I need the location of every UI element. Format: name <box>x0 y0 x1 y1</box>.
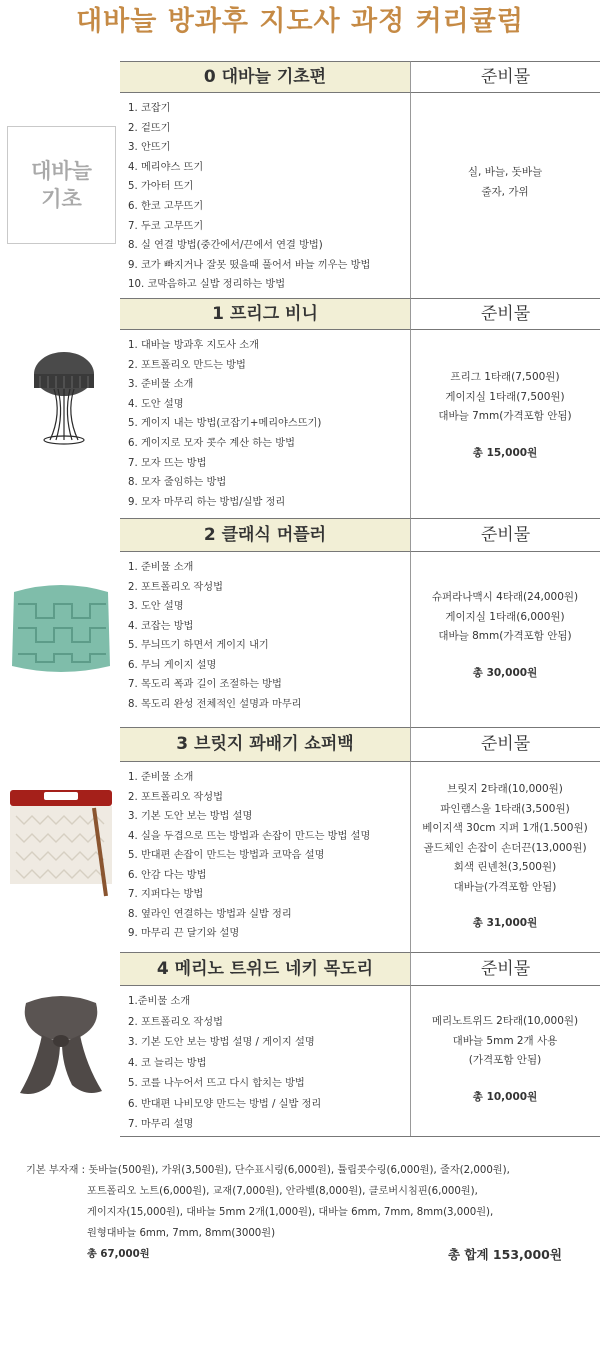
curriculum-item: 8. 옆라인 연결하는 방법과 실밥 정리 <box>128 908 292 920</box>
section-2-supplies <box>410 588 600 680</box>
page-title: 대바늘 방과후 지도사 과정 커리큘럼 <box>76 6 524 37</box>
supply-item: 회색 린넨천(3,500원) <box>453 861 557 873</box>
curriculum-item: 4. 실을 두겹으로 뜨는 방법과 손잡이 만드는 방법 설명 <box>128 830 371 842</box>
curriculum-item: 9. 모자 마무리 하는 방법/실밥 정리 <box>128 496 286 508</box>
curriculum-item: 6. 한코 고무뜨기 <box>128 200 204 212</box>
basic-materials-line: 원형대바늘 6mm, 7mm, 8mm(3000원) <box>87 1228 276 1239</box>
supply-item: (가격포함 안됨) <box>468 1054 542 1066</box>
curriculum-item: 9. 코가 빠지거나 잘못 떴을때 풀어서 바늘 끼우는 방법 <box>128 259 371 271</box>
section-1-item-list <box>120 330 410 512</box>
curriculum-item: 9. 마무리 끈 달기와 설명 <box>128 928 240 939</box>
shopper-bag-image <box>6 780 116 902</box>
supply-item: 대바늘 7mm(가격포함 안됨) <box>438 410 572 422</box>
curriculum-item: 2. 포트폴리오 작성법 <box>128 581 223 593</box>
curriculum-item: 1. 코잡기 <box>128 103 171 114</box>
curriculum-item: 4. 코잡는 방법 <box>128 620 194 632</box>
grand-total: 총 합계 153,000원 <box>448 1247 562 1262</box>
section-total: 총 31,000원 <box>472 917 538 929</box>
section-1-header: 1 프리그 비니 <box>120 298 410 330</box>
curriculum-item: 1. 대바늘 방과후 지도사 소개 <box>128 340 259 351</box>
curriculum-item: 2. 포트폴리오 작성법 <box>128 791 223 803</box>
curriculum-item: 3. 안뜨기 <box>128 142 171 154</box>
supply-item: 대바늘(가격포함 안됨) <box>453 880 557 893</box>
beanie-image <box>6 334 116 456</box>
curriculum-item: 8. 모자 줄임하는 방법 <box>128 477 227 489</box>
supply-item: 메리노트위드 2타래(10,000원) <box>431 1015 579 1027</box>
supply-item: 대바늘 5mm 2개 사용 <box>452 1034 558 1047</box>
section-4-supplies <box>410 1012 600 1104</box>
muffler-image <box>6 570 116 690</box>
curriculum-item: 7. 두코 고무뜨기 <box>128 220 204 232</box>
curriculum-item: 2. 겉뜨기 <box>128 122 171 134</box>
curriculum-item: 5. 가아터 뜨기 <box>128 181 194 193</box>
curriculum-item: 7. 마무리 설명 <box>128 1119 194 1130</box>
supply-item: 게이지실 1타래(7,500원) <box>445 390 565 403</box>
section-0-supplies <box>410 163 600 202</box>
section-2-item-list <box>120 552 410 714</box>
section-3-supplies <box>410 780 600 930</box>
curriculum-item: 7. 모자 뜨는 방법 <box>128 457 207 469</box>
curriculum-item: 10. 코막음하고 실밥 정리하는 방법 <box>128 279 286 291</box>
supply-item: 브릿지 2타래(10,000원) <box>447 783 563 795</box>
curriculum-item: 3. 준비물 소개 <box>128 379 194 391</box>
basic-materials-line: 기본 부자재 : 돗바늘(500원), 가위(3,500원), 단수표시링(6,000원), 튤립콧수링(6,000원), 줄자(2,000원), <box>26 1165 510 1176</box>
curriculum-item: 6. 무늬 게이지 설명 <box>128 659 217 671</box>
section-total: 총 10,000원 <box>472 1090 538 1103</box>
section-total: 총 15,000원 <box>472 446 538 459</box>
section-0-item-list <box>120 93 410 295</box>
section-total: 총 30,000원 <box>472 666 538 679</box>
section-4-item-list <box>120 986 410 1136</box>
basic-materials-total: 총 67,000원 <box>87 1249 150 1260</box>
supply-item: 줄자, 가위 <box>481 185 529 198</box>
curriculum-item: 4. 메리야스 뜨기 <box>128 161 204 173</box>
curriculum-item: 3. 기본 도안 보는 방법 설명 / 게이지 설명 <box>128 1037 315 1048</box>
supply-item: 실, 바늘, 돗바늘 <box>467 166 543 178</box>
curriculum-item: 3. 도안 설명 <box>128 601 184 612</box>
table-bottom-rule <box>120 1136 600 1137</box>
curriculum-item: 8. 목도리 완성 전체적인 설명과 마무리 <box>128 698 302 710</box>
basic-materials-line: 포트폴리오 노트(6,000원), 교재(7,000원), 안라벨(8,000원), 클로버시침핀(6,000원), <box>87 1186 478 1197</box>
section-0-header: 0 대바늘 기초편 <box>120 61 410 93</box>
curriculum-item: 6. 반대편 나비모양 만드는 방법 / 실밥 정리 <box>128 1098 322 1110</box>
section-3-item-list <box>120 762 410 944</box>
supply-item: 슈퍼라나맥시 4타래(24,000원) <box>431 591 579 603</box>
section-2-supplies-header: 준비물 <box>410 518 600 552</box>
section-2-header: 2 클래식 머플러 <box>120 518 410 552</box>
section-0-supplies-header: 준비물 <box>410 61 600 93</box>
curriculum-item: 6. 게이지로 모자 콧수 계산 하는 방법 <box>128 437 295 449</box>
curriculum-item: 1. 준비물 소개 <box>128 562 194 573</box>
neck-scarf-image <box>6 985 116 1105</box>
curriculum-item: 8. 실 연결 방법(중간에서/끈에서 연결 방법) <box>128 240 323 252</box>
curriculum-item: 4. 코 늘리는 방법 <box>128 1057 207 1069</box>
curriculum-item: 5. 게이지 내는 방법(코잡기+메리야스뜨기) <box>128 418 322 430</box>
supply-item: 파인램스울 1타래(3,500원) <box>440 802 570 815</box>
section-3-supplies-header: 준비물 <box>410 727 600 762</box>
supply-item: 대바늘 8mm(가격포함 안됨) <box>438 630 572 642</box>
curriculum-item: 2. 포트폴리오 만드는 방법 <box>128 359 246 371</box>
section-4-header: 4 메리노 트위드 네키 목도리 <box>120 952 410 986</box>
section-4-supplies-header: 준비물 <box>410 952 600 986</box>
basic-label: 대바늘 기초 <box>7 126 116 244</box>
supply-item: 게이지실 1타래(6,000원) <box>445 610 565 623</box>
supply-item: 프리그 1타래(7,500원) <box>450 371 560 383</box>
curriculum-item: 5. 반대편 손잡이 만드는 방법과 코막음 설명 <box>128 850 325 861</box>
curriculum-item: 6. 안감 다는 방법 <box>128 869 207 881</box>
section-1-supplies-header: 준비물 <box>410 298 600 330</box>
curriculum-item: 4. 도안 설명 <box>128 398 184 410</box>
curriculum-item: 7. 목도리 폭과 길이 조절하는 방법 <box>128 679 282 690</box>
curriculum-item: 5. 코를 나누어서 뜨고 다시 합치는 방법 <box>128 1078 305 1089</box>
basic-materials-line: 게이지자(15,000원), 대바늘 5mm 2개(1,000원), 대바늘 6mm, 7mm, 8mm(3,000원), <box>87 1207 494 1218</box>
section-1-supplies <box>410 368 600 460</box>
curriculum-item: 1. 준비물 소개 <box>128 772 194 783</box>
supply-item: 골드체인 손잡이 손더끈(13,000원) <box>423 841 587 854</box>
curriculum-item: 2. 포트폴리오 작성법 <box>128 1016 223 1028</box>
section-3-header: 3 브릿지 꽈배기 쇼퍼백 <box>120 727 410 762</box>
supply-item: 베이지색 30cm 지퍼 1개(1.500원) <box>422 822 588 834</box>
curriculum-item: 1.준비물 소개 <box>128 996 191 1007</box>
curriculum-item: 7. 지퍼다는 방법 <box>128 889 204 900</box>
curriculum-item: 3. 기본 도안 보는 방법 설명 <box>128 811 253 822</box>
curriculum-item: 5. 무늬뜨기 하면서 게이지 내기 <box>128 640 269 651</box>
